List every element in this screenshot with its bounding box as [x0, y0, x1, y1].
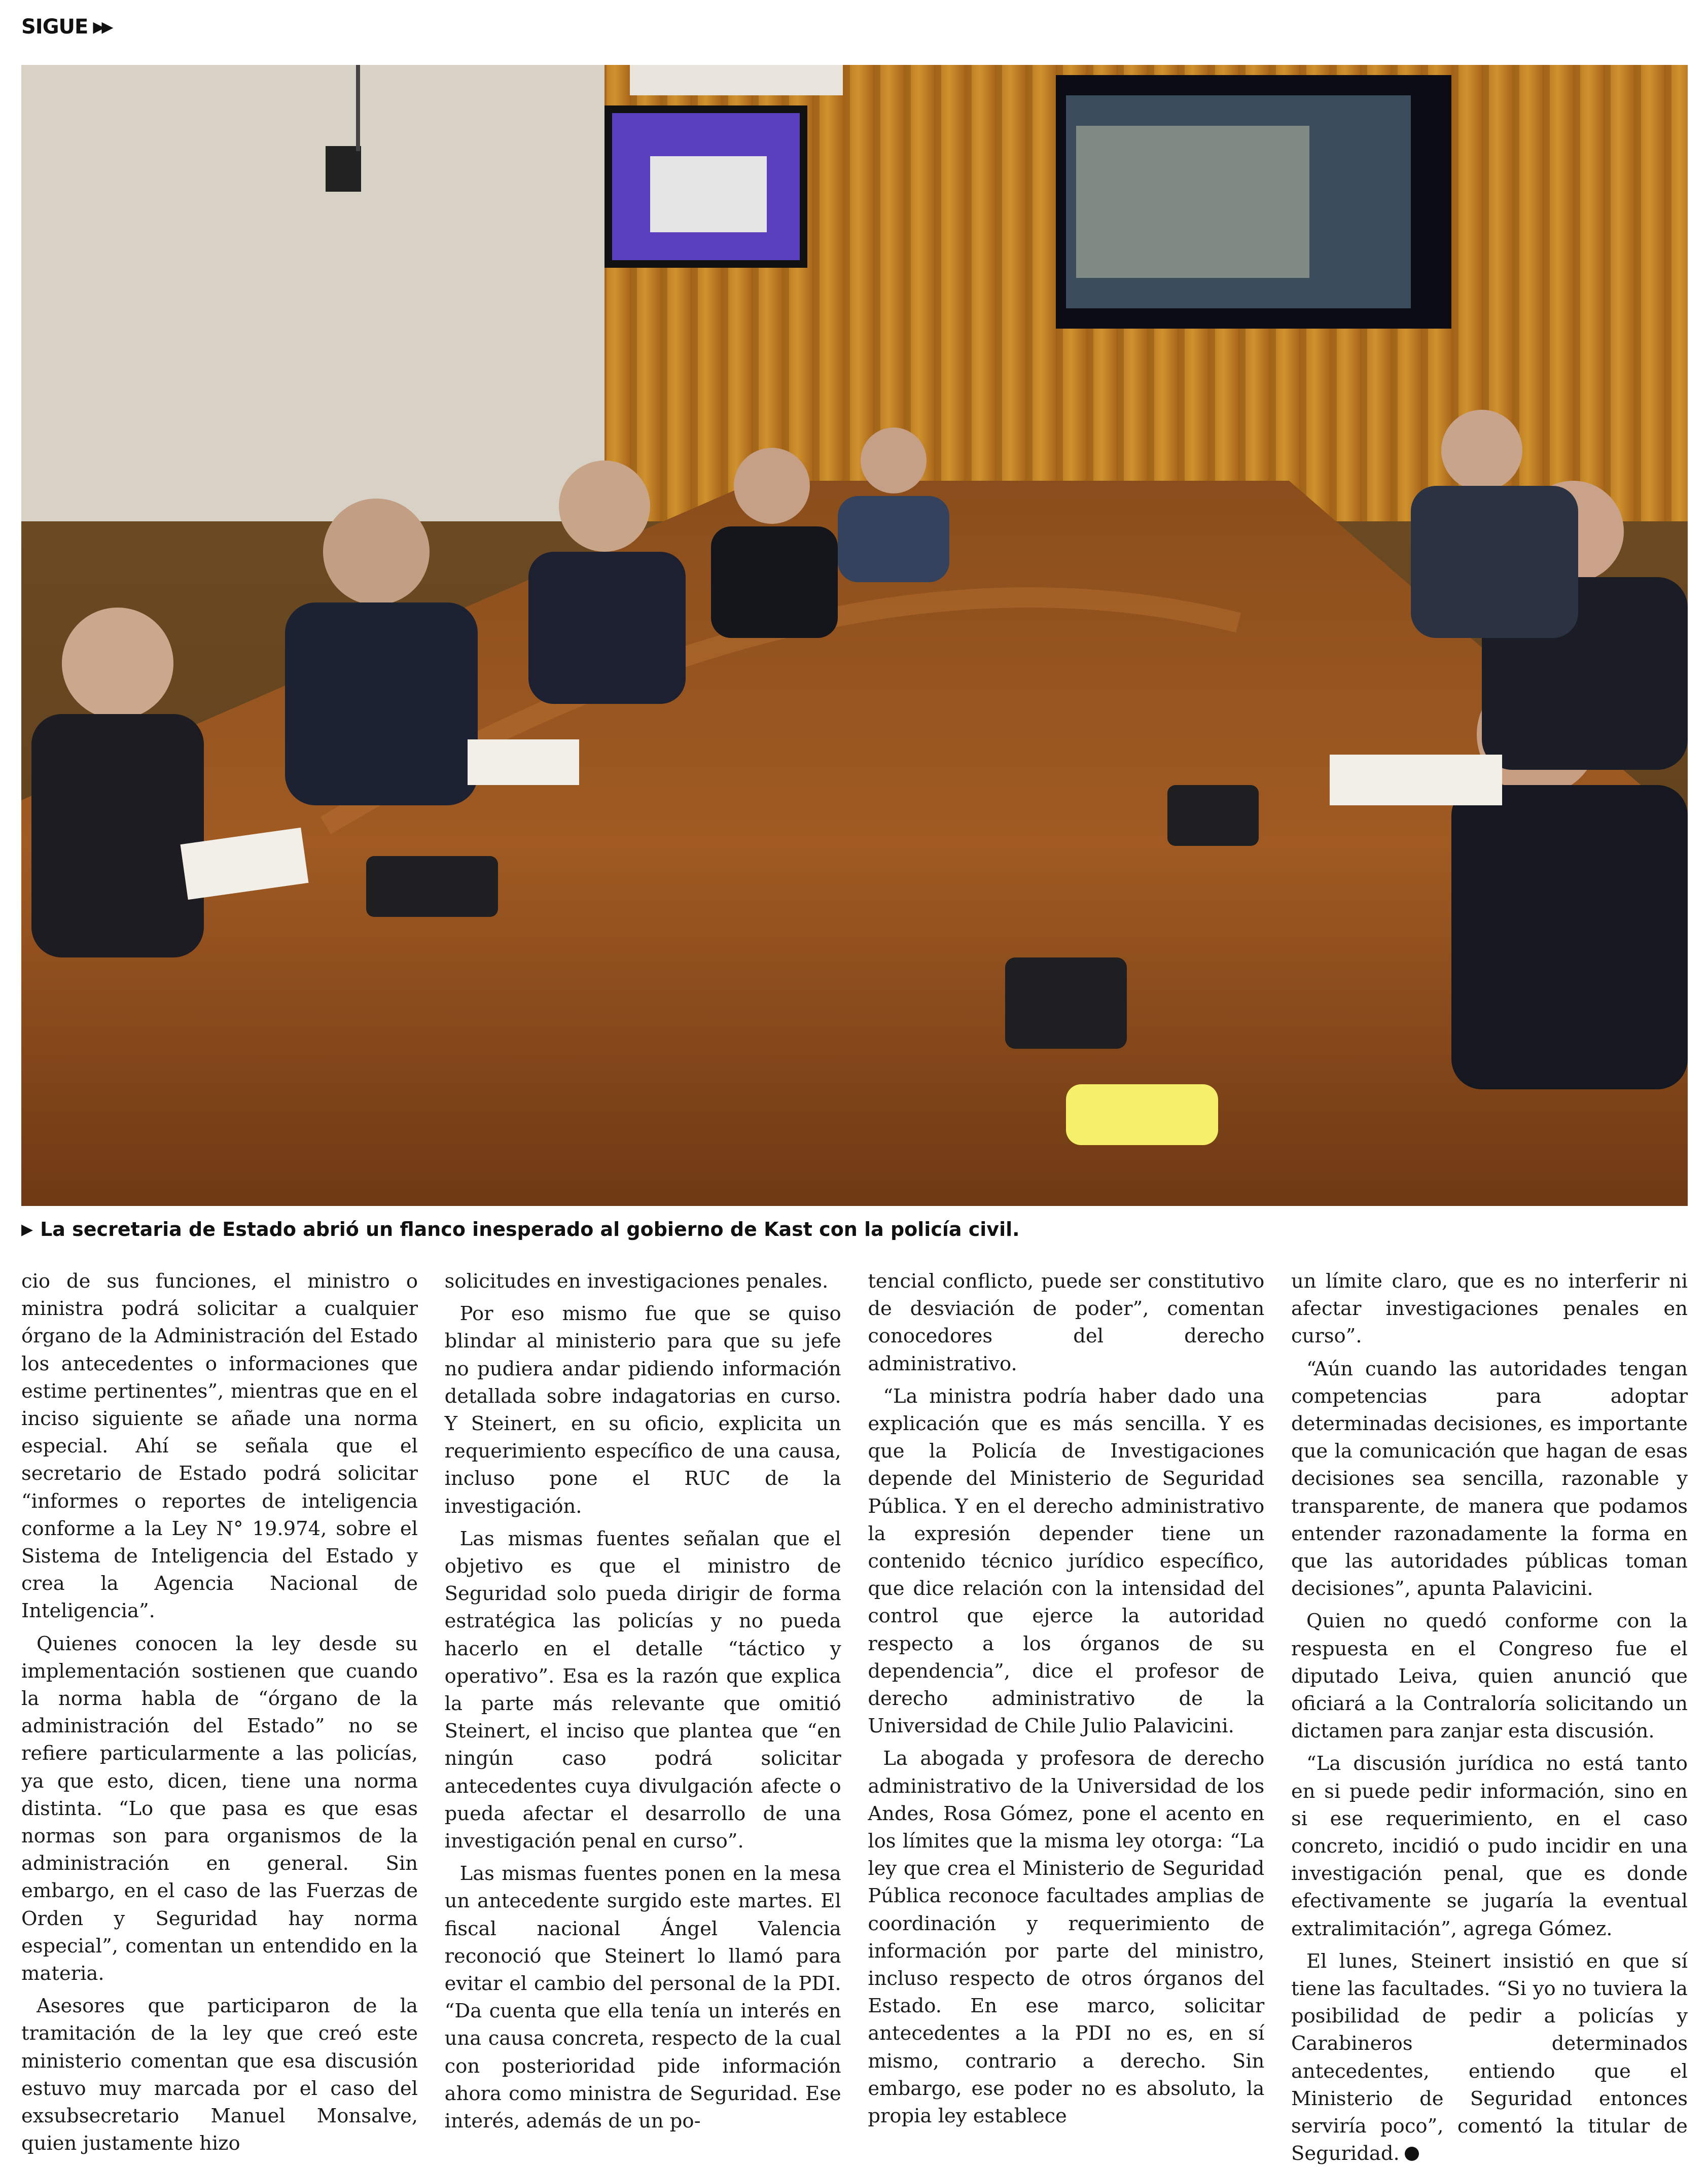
paragraph: “La ministra podría haber dado una explicación que es más sencilla. Y es que la Policía de Investigaciones depende del Ministerio de Seguridad Pública. Y en el derecho administrativo la expresión depender tiene un contenido técnico jurídico específico, que dice relación con la intensidad del control que ejerce la autoridad respecto a los órganos de su dependencia”, dice el profesor de derecho administrativo de la Universidad de Chile Julio Palavicini.	[868, 1384, 1265, 1738]
paragraph: solicitudes en investigaciones penales.	[444, 1270, 829, 1293]
paragraph: “La discusión jurídica no está tanto en si puede pedir información, sino en si ese requerimiento, en el caso concreto, incidió o pudo incidir en una investigación penal, que es donde efectivamente se jugaría la eventual extralimitación”, agrega Gómez.	[1291, 1752, 1688, 1940]
article-column-3	[868, 1268, 1265, 2128]
article-column-4	[1291, 1268, 1688, 2165]
last-paragraph-text: El lunes, Steinert insistió en que sí tiene las facultades. “Si yo no tuviera la posibilidad de pedir a policías y Carabineros determinados antecedentes, entiendo que el Ministerio de Seguridad entonces serviría poco”, comentó la titular de Seguridad.	[1291, 1949, 1688, 2165]
article-column-2	[444, 1268, 841, 2133]
paragraph: tencial conflicto, puede ser constitutivo de desviación de poder”, comentan conocedores del derecho administrativo.	[868, 1270, 1265, 1375]
meeting-photo	[21, 65, 1688, 1206]
paragraph: Quienes conocen la ley desde su implementación sostienen que cuando la norma habla de “órgano de la administración del Estado” no se refiere particularmente a las policías, ya que esto, dicen, tiene una norma distinta. “Lo que pasa es que esas normas son para organismos de la administración en general. Sin embargo, en el caso de las Fuerzas de Orden y Seguridad hay norma especial”, comentan un entendido en la materia.	[21, 1632, 418, 1985]
double-arrow-icon: ▶▶	[93, 18, 111, 36]
paragraph: Las mismas fuentes ponen en la mesa un antecedente surgido este martes. El fiscal nacional Ángel Valencia reconoció que Steinert lo llamó para evitar el cambio del personal de la PDI. “Da cuenta que ella tenía un interés en una causa concreta, respecto de la cual con posterioridad pide información ahora como ministra de Seguridad. Ese interés, además de un po-	[444, 1862, 841, 2133]
article-body	[21, 1268, 1688, 2165]
paragraph: cio de sus funciones, el ministro o ministra podrá solicitar a cualquier órgano de la Administración del Estado los antecedentes o informaciones que estime pertinentes”, mientras que en el inciso siguiente se añade una norma especial. Ahí se señala que el secretario de Estado podrá solicitar “informes o reportes de inteligencia conforme a la Ley N° 19.974, sobre el Sistema de Inteligencia del Estado y crea la Agencia Nacional de Inteligencia”.	[21, 1270, 418, 1623]
paragraph: Quien no quedó conforme con la respuesta en el Congreso fue el diputado Leiva, quien anunció que oficiará a la Contraloría solicitando un dictamen para zanjar esta discusión.	[1291, 1610, 1688, 1743]
end-of-article-icon	[1405, 2147, 1419, 2161]
photo-illustration	[21, 65, 1688, 1206]
paragraph: Por eso mismo fue que se quiso blindar al ministerio para que su jefe no pudiera andar pidiendo información detallada sobre indagatorias en curso. Y Steinert, en su oficio, explicita un requerimiento específico de una causa, incluso pone el RUC de la investigación.	[444, 1302, 841, 1518]
paragraph	[1291, 1948, 1688, 2168]
photo-caption	[21, 1218, 1688, 1240]
paragraph: La abogada y profesora de derecho administrativo de la Universidad de los Andes, Rosa Gómez, pone el acento en los límites que la misma ley otorga: “La ley que crea el Ministerio de Seguridad Pública reconoce facultades amplias de coordinación y requerimiento de información por parte del ministro, incluso respecto de otros órganos del Estado. En ese marco, solicitar antecedentes a la PDI no es, en sí mismo, contrario a derecho. Sin embargo, ese poder no es absoluto, la propia ley establece	[868, 1747, 1265, 2128]
paragraph: Asesores que participaron de la tramitación de la ley que creó este ministerio comentan que esa discusión estuvo muy marcada por el caso del exsubsecretario Manuel Monsalve, quien justamente hizo	[21, 1995, 418, 2155]
caption-marker-icon: ▶	[21, 1220, 33, 1238]
article-column-1	[21, 1268, 418, 2155]
caption-text: La secretaria de Estado abrió un flanco inesperado al gobierno de Kast con la policía civil.	[40, 1218, 1020, 1240]
sigue-label	[21, 15, 110, 39]
paragraph: Las mismas fuentes señalan que el objetivo es que el ministro de Seguridad solo pueda dirigir de forma estratégica las policías y no pueda hacerlo en el detalle “táctico y operativo”. Esa es la razón que explica la parte más relevante que omitió Steinert, el inciso que plantea que “en ningún caso podrá solicitar antecedentes cuya divulgación afecte o pueda afectar el desarrollo de una investigación penal en curso”.	[444, 1527, 841, 1853]
paragraph: un límite claro, que es no interferir ni afectar investigaciones penales en curso”.	[1291, 1270, 1688, 1348]
sigue-text: SIGUE	[21, 15, 88, 39]
paragraph: “Aún cuando las autoridades tengan competencias para adoptar determinadas decisiones, es importante que la comunicación que hagan de esas decisiones sea sencilla, razonable y transparente, de manera que podamos entender razonadamente la forma en que las autoridades públicas toman decisiones”, apunta Palavicini.	[1291, 1357, 1688, 1601]
